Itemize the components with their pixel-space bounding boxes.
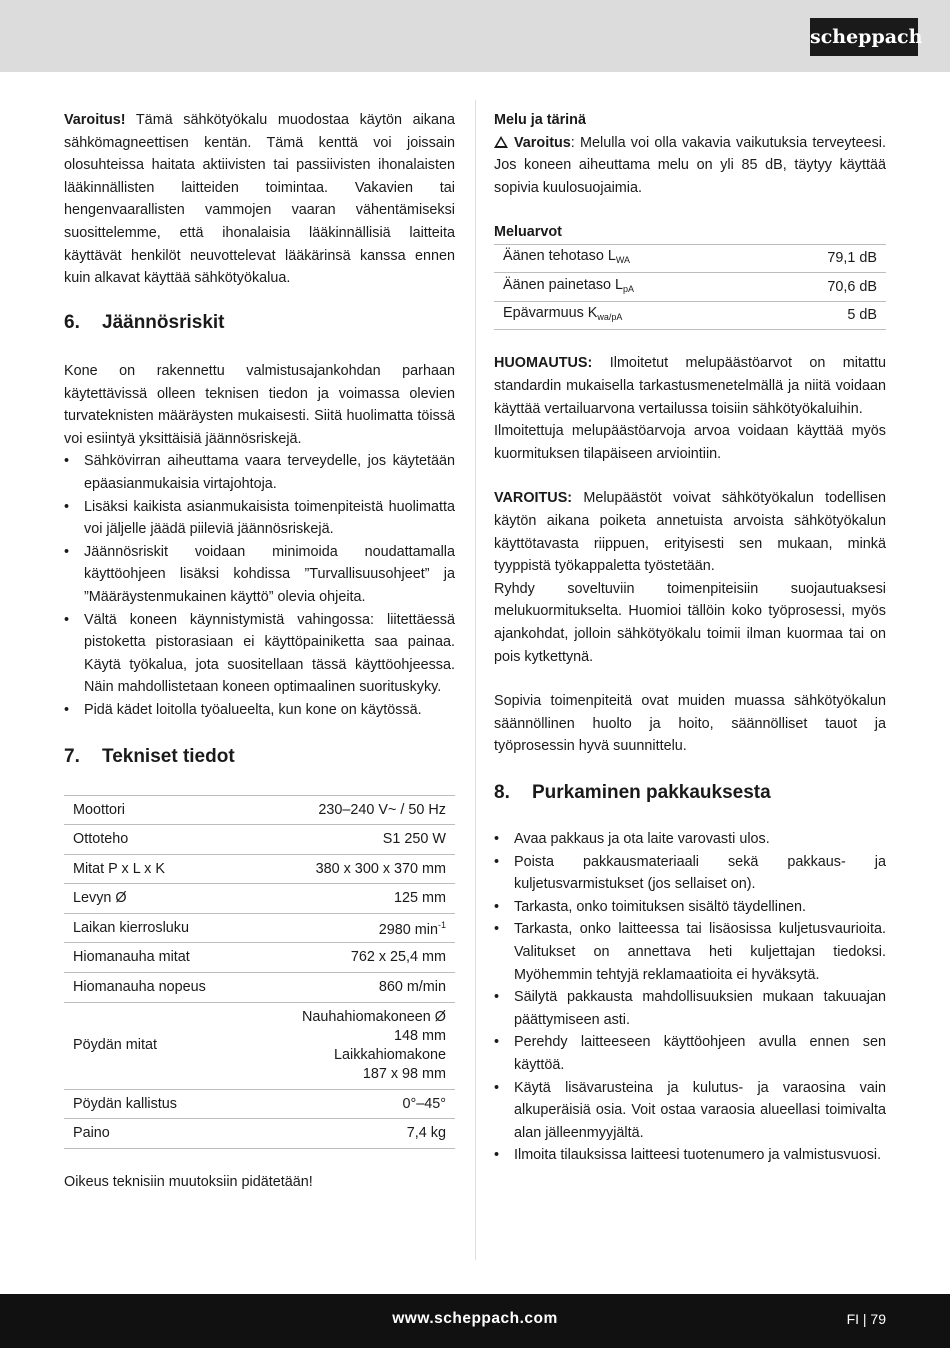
list-item: • Käytä lisävarusteina ja kulutus- ja varaosina vain alkuperäisiä osia. Voit ostaa varaosia alueellasi toimivalta alan jälleenmyyjältä. (494, 1077, 886, 1145)
note-label: HUOMAUTUS: (494, 355, 593, 372)
noise-label-cell (494, 301, 764, 330)
noise-label-subscript: WA (615, 255, 630, 266)
spec-label: Pöydän mitat (64, 1002, 252, 1089)
spec-value-line: Laikkahiomakone (334, 1046, 446, 1063)
spec-value: 762 x 25,4 mm (252, 943, 455, 973)
warning-label: Varoitus! (64, 112, 126, 128)
caution-paragraph-2: Ryhdy soveltuviin toimenpiteisiin suojautuaksesi melukuormitukselta. Huomioi tällöin koko työprosessi, myös ajankohdat, jolloin sähkötyökalu toimii ilman kuormaa tai on pois kytkettynä. (494, 580, 886, 665)
table-row (64, 1119, 455, 1149)
spec-value-cell (252, 913, 455, 943)
list-item: • Sähkövirran aiheuttama vaara terveydelle, jos käytetään epäasianmukaisia virtajohtoja. (64, 450, 455, 495)
page-number: FI | 79 (846, 1311, 886, 1327)
spec-label: Hiomanauha mitat (64, 943, 252, 973)
noise-warning-text: : Melulla voi olla vakavia vaikutuksia terveyteesi. Jos koneen aiheuttama melu on yli 85 dB, täytyy käyttää sopivia kuulosuojaimia. (494, 134, 886, 196)
list-item: • Vältä koneen käynnistymistä vahingossa: liitettäessä pistoketta pistorasiaan ei käyttöpainiketta saa painaa. Käytä työkalua, jota suositellaan tässä käyttöohjeessa. Näin mahdollistetaan koneen optimaalinen suorituskyky. (64, 609, 455, 699)
residual-risks-intro: Kone on rakennettu valmistusajankohdan parhaan käytettävissä olleen teknisen tiedon ja voimassa olevien turvateknisten määräysten mukaisesti. Siitä huolimatta töissä voi esiintyä yksittäisiä jäännösriskejä. (64, 363, 455, 447)
table-row (64, 1002, 455, 1089)
spec-label: Hiomanauha nopeus (64, 973, 252, 1003)
spec-label: Laikan kierrosluku (64, 913, 252, 943)
noise-heading-text: Melu ja tärinä (494, 112, 586, 128)
noise-heading (494, 109, 886, 132)
noise-values-heading (494, 221, 886, 244)
spec-value-line: Nauhahiomakoneen Ø (301, 1008, 446, 1025)
section-number: 7. (64, 745, 80, 767)
spec-value-line: 148 mm (394, 1027, 446, 1044)
note-paragraph-2: Ilmoitettuja melupäästöarvoja arvoa voidaan käyttää myös kuormituksen tilapäiseen arviointiin. (494, 423, 886, 462)
table-row (494, 273, 886, 302)
list-item: • Ilmoita tilauksissa laitteesi tuotenumero ja valmistusvuosi. (494, 1144, 886, 1167)
noise-value: 5 dB (764, 301, 886, 330)
section-number: 8. (494, 781, 510, 803)
list-item: • Poista pakkausmateriaali sekä pakkaus- ja kuljetusvarmistukset (jos sellaiset on). (494, 851, 886, 896)
table-row (64, 973, 455, 1003)
noise-values-table (494, 244, 886, 331)
caution-text: Melupäästöt voivat sähkötyökalun todellisen käytön aikana poiketa annetuista arvoista sähkötyökalun käyttötavasta riippuen, erityisesti sen mukaan, minkä tyyppistä työkappaletta työstetään. (494, 490, 886, 575)
noise-label: Epävarmuus K (503, 305, 598, 322)
noise-label-cell (494, 273, 764, 302)
spec-label: Pöydän kallistus (64, 1089, 252, 1119)
list-item: • Perehdy laitteeseen käyttöohjeen avulla ennen sen käyttöä. (494, 1031, 886, 1076)
section-6-heading (64, 310, 455, 336)
technical-changes-note: Oikeus teknisiin muutoksiin pidätetään! (64, 1173, 313, 1190)
noise-value: 70,6 dB (764, 273, 886, 302)
spec-value: 380 x 300 x 370 mm (252, 854, 455, 884)
spec-value: 860 m/min (252, 973, 455, 1003)
note-text: Ilmoitetut melupäästöarvot on mitattu standardin mukaisella tarkastusmenetelmällä ja niitä voidaan käyttää vertailuarvona vertailussa toisiin sähkötyökaluihin. (494, 355, 886, 417)
spec-label: Moottori (64, 795, 252, 825)
noise-warning-paragraph (494, 132, 886, 200)
spec-value-line: 187 x 98 mm (362, 1065, 446, 1082)
list-item: • Pidä kädet loitolla työalueelta, kun kone on käytössä. (64, 699, 455, 722)
list-item: • Tarkasta, onko toimituksen sisältö täydellinen. (494, 896, 886, 919)
column-divider (475, 100, 476, 1260)
table-row (64, 825, 455, 855)
scheppach-logo: scheppach (810, 18, 918, 56)
unpacking-list (494, 828, 886, 1167)
section-title: Purkaminen pakkauksesta (532, 781, 771, 803)
footer-bar (0, 1294, 950, 1348)
list-item: • Lisäksi kaikista asianmukaisista toimenpiteistä huolimatta voi jäljelle jäädä piileviä jäännösriskejä. (64, 496, 455, 541)
technical-data-table (64, 795, 455, 1149)
noise-warning-label: Varoitus (514, 134, 571, 151)
measures-paragraph: Sopivia toimenpiteitä ovat muiden muassa sähkötyökalun säännöllinen huolto ja hoito, säännölliset tauot ja työprosessin hyvä suunnittelu. (494, 693, 886, 755)
table-row (64, 943, 455, 973)
spec-label: Ottoteho (64, 825, 252, 855)
section-title: Jäännösriskit (102, 312, 225, 333)
noise-value: 79,1 dB (764, 244, 886, 273)
spec-value: 230–240 V~ / 50 Hz (252, 795, 455, 825)
noise-label-subscript: wa/pA (597, 312, 623, 323)
section-8-heading (494, 780, 886, 806)
noise-label: Äänen tehotaso L (503, 248, 616, 265)
noise-label-cell (494, 244, 764, 273)
table-row (64, 884, 455, 914)
spec-label: Mitat P x L x K (64, 854, 252, 884)
section-title: Tekniset tiedot (102, 745, 235, 767)
caution-paragraph (494, 487, 886, 577)
list-item: • Tarkasta, onko laitteessa tai lisäosissa kuljetusvaurioita. Valitukset on annettava heti kuljettajan tiedoksi. Myöhemmin tehtyjä reklamaatioita ei hyväksytä. (494, 918, 886, 986)
list-item: • Säilytä pakkausta mahdollisuuksien mukaan takuuajan päättymiseen asti. (494, 986, 886, 1031)
spec-value-multiline (252, 1002, 455, 1089)
table-row (494, 244, 886, 273)
table-row (64, 1089, 455, 1119)
section-7-heading (64, 744, 455, 770)
residual-risks-list (64, 450, 455, 721)
noise-label: Äänen painetaso L (503, 276, 624, 293)
table-row (64, 854, 455, 884)
note-paragraph (494, 352, 886, 420)
spec-value: 0°–45° (252, 1089, 455, 1119)
table-row (64, 795, 455, 825)
list-item: • Jäännösriskit voidaan minimoida noudattamalla käyttöohjeen lisäksi kohdissa ”Turvallisuusohjeet” ja ”Määräystenmukainen käyttö” olevia ohjeita. (64, 541, 455, 609)
spec-label: Paino (64, 1119, 252, 1149)
table-row (494, 301, 886, 330)
caution-label: VAROITUS: (494, 490, 573, 507)
warning-triangle-icon (494, 136, 508, 148)
spec-value: 7,4 kg (252, 1119, 455, 1149)
warning-text: Tämä sähkötyökalu muodostaa käytön aikana sähkömagneettisen kentän. Tämä kenttä voi joissain olosuhteissa haitata aktiivisten tai passiivisten ihonalaisten lääkinnällisten laitteiden toimintaa. Vakavien tai hengenvaarallisten vammojen vaaran vähentämiseksi suosittelemme, että ihonalaisia lääkinnällisiä laitteita käyttävät henkilöt neuvottelevat lääkärinsä kanssa ennen kuin alkavat käyttää sähkötyökalua. (64, 112, 455, 287)
spec-value: 2980 min (378, 922, 438, 939)
section-number: 6. (64, 312, 80, 333)
spec-label: Levyn Ø (64, 884, 252, 914)
list-item: • Avaa pakkaus ja ota laite varovasti ulos. (494, 828, 886, 851)
noise-label-subscript: pA (623, 283, 635, 294)
footer-website-link[interactable]: www.scheppach.com (392, 1310, 558, 1327)
right-column (494, 109, 886, 1167)
table-row (64, 913, 455, 943)
spec-value-exponent: -1 (437, 920, 446, 931)
spec-value: 125 mm (252, 884, 455, 914)
noise-values-heading-text: Meluarvot (494, 224, 562, 241)
header-bar (0, 0, 950, 72)
spec-value: S1 250 W (252, 825, 455, 855)
left-column (64, 109, 455, 1193)
emf-warning-paragraph (64, 109, 455, 298)
